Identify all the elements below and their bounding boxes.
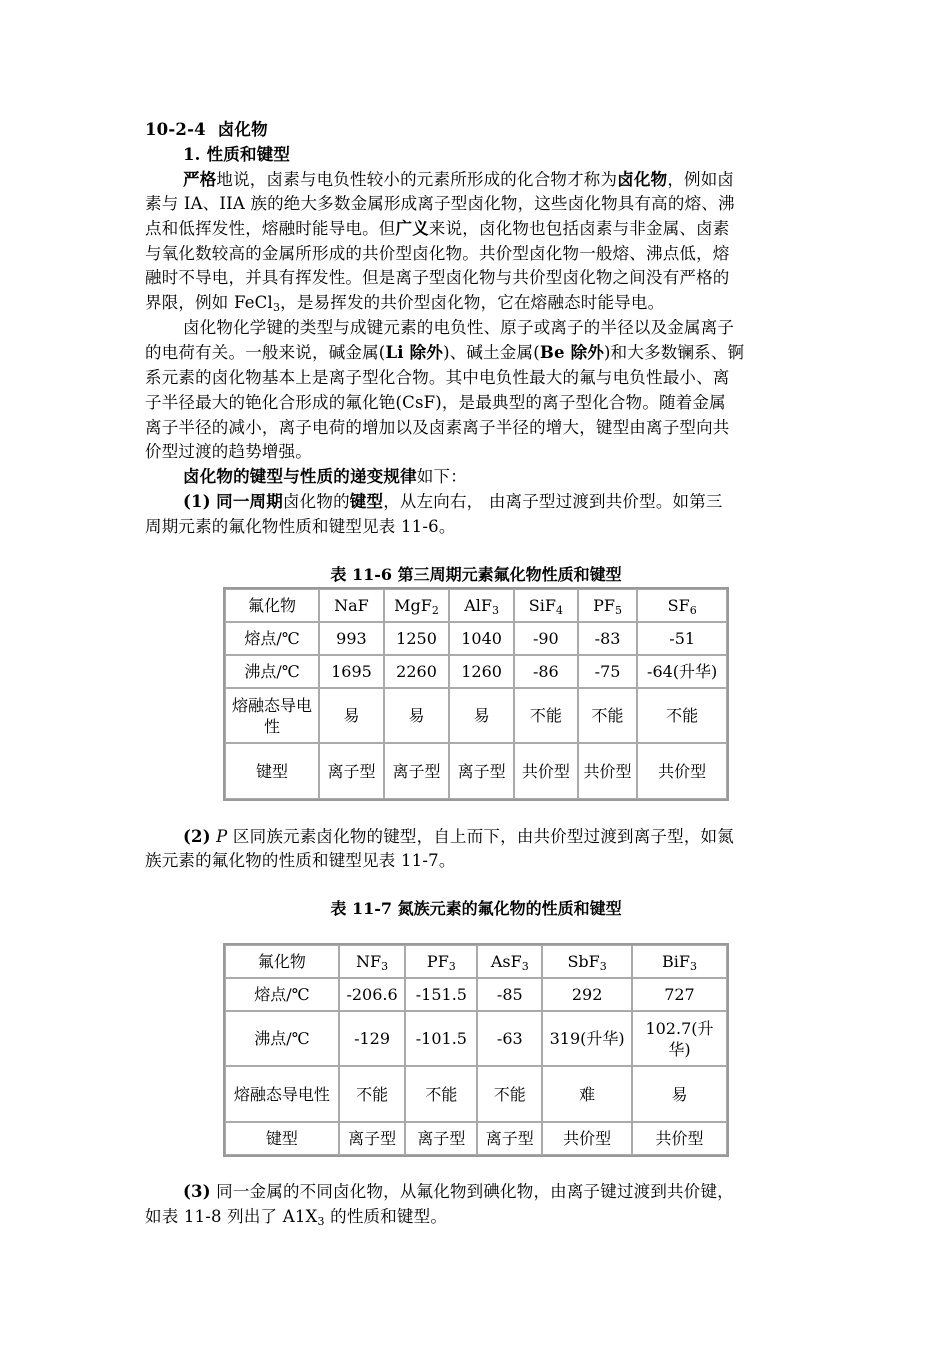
table-caption: 表 11-7 氮族元素的氟化物的性质和键型 (330, 899, 622, 918)
table-cell: 1695 (319, 655, 384, 688)
emphasis-bondtype: 键型 (349, 492, 384, 511)
header-cell: 氟化物 (225, 945, 339, 978)
emphasis-period: 同一周期 (216, 492, 283, 511)
table-cell: 离子型 (339, 1122, 406, 1155)
compound-header-cell (542, 945, 632, 978)
text-line (145, 1205, 810, 1229)
section-title: 卤化物 (217, 120, 268, 139)
table-header-row (225, 945, 727, 978)
table-caption: 表 11-6 第三周期元素氟化物性质和键型 (330, 565, 622, 584)
table-cell: 993 (319, 622, 384, 655)
text-line: 周期元素的氟化物性质和键型见表 11-6。 (145, 517, 456, 536)
emphasis-strict: 严格 (183, 170, 217, 189)
table-cell: -151.5 (405, 978, 477, 1011)
table-cell: -206.6 (339, 978, 406, 1011)
table-cell: 离子型 (449, 743, 514, 799)
text-span: )、碱土金属( (443, 343, 540, 362)
table-row (225, 1122, 727, 1155)
subscript: 3 (317, 1215, 325, 1228)
text-span: ，从左向右， 由离子型过渡到共价型。如第三 (383, 492, 723, 511)
row-label-cell: 沸点/℃ (225, 655, 319, 688)
table-row (225, 1066, 727, 1122)
text-span: )和大多数镧系、锕 (604, 343, 745, 362)
formula: BiF (661, 952, 690, 971)
row-label-cell: 键型 (225, 1122, 339, 1155)
table-cell: 离子型 (384, 743, 449, 799)
text-line (145, 341, 810, 365)
text-span: ，例如卤 (667, 170, 735, 189)
compound-header-cell (405, 945, 477, 978)
text-line: 素与 IA、IIA 族的绝大多数金属形成离子型卤化物，这些卤化物具有高的熔、沸 (145, 194, 735, 213)
text-line: 融时不导电，并具有挥发性。但是离子型卤化物与共价型卤化物之间没有严格的 (145, 268, 730, 287)
table-cell: 离子型 (405, 1122, 477, 1155)
table-cell: -75 (578, 655, 638, 688)
compound-header-cell (632, 945, 727, 978)
table-cell: -64(升华) (637, 655, 727, 688)
table-cell: 共价型 (542, 1122, 632, 1155)
text-line (145, 217, 810, 241)
subscript: 3 (272, 301, 281, 314)
table-cell: 共价型 (632, 1122, 727, 1155)
compound-header-cell (477, 945, 542, 978)
subsection-title: 性质和键型 (206, 145, 291, 164)
formula-subscript: 2 (431, 604, 439, 617)
formula: MgF (394, 596, 432, 615)
table-header-row (225, 589, 727, 622)
formula: NF (356, 952, 382, 971)
item-number: (1) (183, 492, 211, 511)
table-row (225, 622, 727, 655)
table-cell: 共价型 (578, 743, 638, 799)
formula-subscript: 6 (689, 604, 697, 617)
text-span: 地说，卤素与电负性较小的元素所形成的化合物才称为 (216, 170, 618, 189)
table-cell: 292 (542, 978, 632, 1011)
formula: PF (426, 952, 449, 971)
item-number: (2) (183, 827, 211, 846)
emphasis-trend: 卤化物的键型与性质的递变规律 (183, 467, 417, 486)
subsection-number: 1. (183, 145, 201, 164)
table-cell: 319(升华) (542, 1011, 632, 1066)
table-cell: 难 (542, 1066, 632, 1122)
formula-subscript: 3 (689, 960, 697, 973)
section-number: 10-2-4 (145, 120, 206, 139)
formula: AsF (490, 952, 522, 971)
table-cell: 共价型 (514, 743, 578, 799)
text-line: 系元素的卤化物基本上是离子型化合物。其中电负性最大的氟与电负性最小、离 (145, 368, 730, 387)
subsection-heading (183, 143, 810, 167)
formula-subscript: 3 (521, 960, 529, 973)
emphasis-be: Be 除外 (539, 343, 605, 362)
text-line: 与氧化数较高的金属所形成的共价型卤化物。共价型卤化物一般熔、沸点低，熔 (145, 244, 730, 263)
emphasis-halide: 卤化物 (617, 170, 668, 189)
text-line (183, 825, 810, 849)
text-span: 卤化物的 (282, 492, 350, 511)
table-row (225, 978, 727, 1011)
table-cell: 离子型 (477, 1122, 542, 1155)
table-cell: 共价型 (637, 743, 727, 799)
table-cell: 1260 (449, 655, 514, 688)
table-cell: 1250 (384, 622, 449, 655)
section-heading (145, 118, 810, 142)
compound-header-cell (578, 589, 638, 622)
text-span: 界限，例如 FeCl (145, 293, 273, 312)
compound-header-cell (339, 945, 406, 978)
row-label-cell: 熔点/℃ (225, 978, 339, 1011)
table-row (225, 743, 727, 799)
row-label-cell: 熔点/℃ (225, 622, 319, 655)
compound-header-cell (514, 589, 578, 622)
formula: SiF (528, 596, 556, 615)
table-cell: 727 (632, 978, 727, 1011)
compound-header-cell (637, 589, 727, 622)
table-cell: 不能 (477, 1066, 542, 1122)
formula-subscript: 3 (381, 960, 389, 973)
table-cell: 1040 (449, 622, 514, 655)
table-cell: -63 (477, 1011, 542, 1066)
table-cell: 易 (384, 688, 449, 743)
text-span: 如下： (416, 467, 467, 486)
header-cell: 氟化物 (225, 589, 319, 622)
text-line (183, 1180, 810, 1204)
text-line (183, 168, 810, 192)
emphasis-broad: 广义 (395, 219, 429, 238)
formula-subscript: 5 (614, 604, 622, 617)
table-cell: -129 (339, 1011, 406, 1066)
table-cell: 不能 (514, 688, 578, 743)
table-cell: 易 (632, 1066, 727, 1122)
table-cell: 离子型 (319, 743, 384, 799)
formula: SbF (567, 952, 600, 971)
table-cell: -101.5 (405, 1011, 477, 1066)
compound-header-cell (319, 589, 384, 622)
formula-subscript: 3 (448, 960, 456, 973)
table-cell: 易 (319, 688, 384, 743)
text-span: 来说，卤化物也包括卤素与非金属、卤素 (428, 219, 730, 238)
table-nitrogen-group-fluorides (223, 943, 729, 1157)
compound-header-cell (384, 589, 449, 622)
text-line: 离子半径的减小，离子电荷的增加以及卤素离子半径的增大，键型由离子型向共 (145, 418, 730, 437)
formula: NaF (334, 596, 369, 615)
table-third-period-fluorides (223, 587, 729, 801)
table-cell: -86 (514, 655, 578, 688)
row-label-cell: 熔融态导电性 (225, 688, 319, 743)
row-label-cell: 熔融态导电性 (225, 1066, 339, 1122)
paragraph-trend-intro (183, 465, 810, 489)
text-span: 点和低挥发性，熔融时能导电。但 (145, 219, 396, 238)
text-line (145, 291, 810, 315)
table-cell: 不能 (637, 688, 727, 743)
table-row (225, 655, 727, 688)
emphasis-li: Li 除外 (385, 343, 444, 362)
item-number: (3) (183, 1182, 211, 1201)
table-cell: 2260 (384, 655, 449, 688)
text-line (183, 490, 810, 514)
table-cell: 易 (449, 688, 514, 743)
text-span: 区同族元素卤化物的键型，自上而下，由共价型过渡到离子型，如氮 (227, 827, 734, 846)
formula-subscript: 4 (555, 604, 563, 617)
table-cell: 不能 (578, 688, 638, 743)
table-cell: 不能 (405, 1066, 477, 1122)
text-span: 的性质和键型。 (324, 1207, 448, 1226)
table-cell: 102.7(升华) (632, 1011, 727, 1066)
text-line: 子半径最大的铯化合形成的氟化铯(CsF)，是最典型的离子型化合物。随着金属 (145, 393, 726, 412)
table-cell: -85 (477, 978, 542, 1011)
row-label-cell: 沸点/℃ (225, 1011, 339, 1066)
table-row (225, 688, 727, 743)
text-line: 价型过渡的趋势增强。 (145, 442, 312, 461)
compound-header-cell (449, 589, 514, 622)
text-span: 同一金属的不同卤化物，从氟化物到碘化物，由离子键过渡到共价键， (210, 1182, 734, 1201)
text-span: 的电荷有关。一般来说，碱金属( (145, 343, 386, 362)
table-row (225, 1011, 727, 1066)
text-line: 卤化物化学键的类型与成键元素的电负性、原子或离子的半径以及金属离子 (183, 318, 735, 337)
formula: PF (593, 596, 615, 615)
p-block-letter: P (216, 827, 228, 846)
table-cell: -90 (514, 622, 578, 655)
text-line: 族元素的氟化物的性质和键型见表 11-7。 (145, 851, 456, 870)
table-cell: -83 (578, 622, 638, 655)
formula-subscript: 3 (491, 604, 499, 617)
text-span: 如表 11-8 列出了 A1X (145, 1207, 318, 1226)
formula-subscript: 3 (599, 960, 607, 973)
row-label-cell: 键型 (225, 743, 319, 799)
formula: AlF (464, 596, 492, 615)
table-cell: -51 (637, 622, 727, 655)
text-span: ，是易挥发的共价型卤化物，它在熔融态时能导电。 (280, 293, 665, 312)
formula: SF (667, 596, 690, 615)
table-cell: 不能 (339, 1066, 406, 1122)
